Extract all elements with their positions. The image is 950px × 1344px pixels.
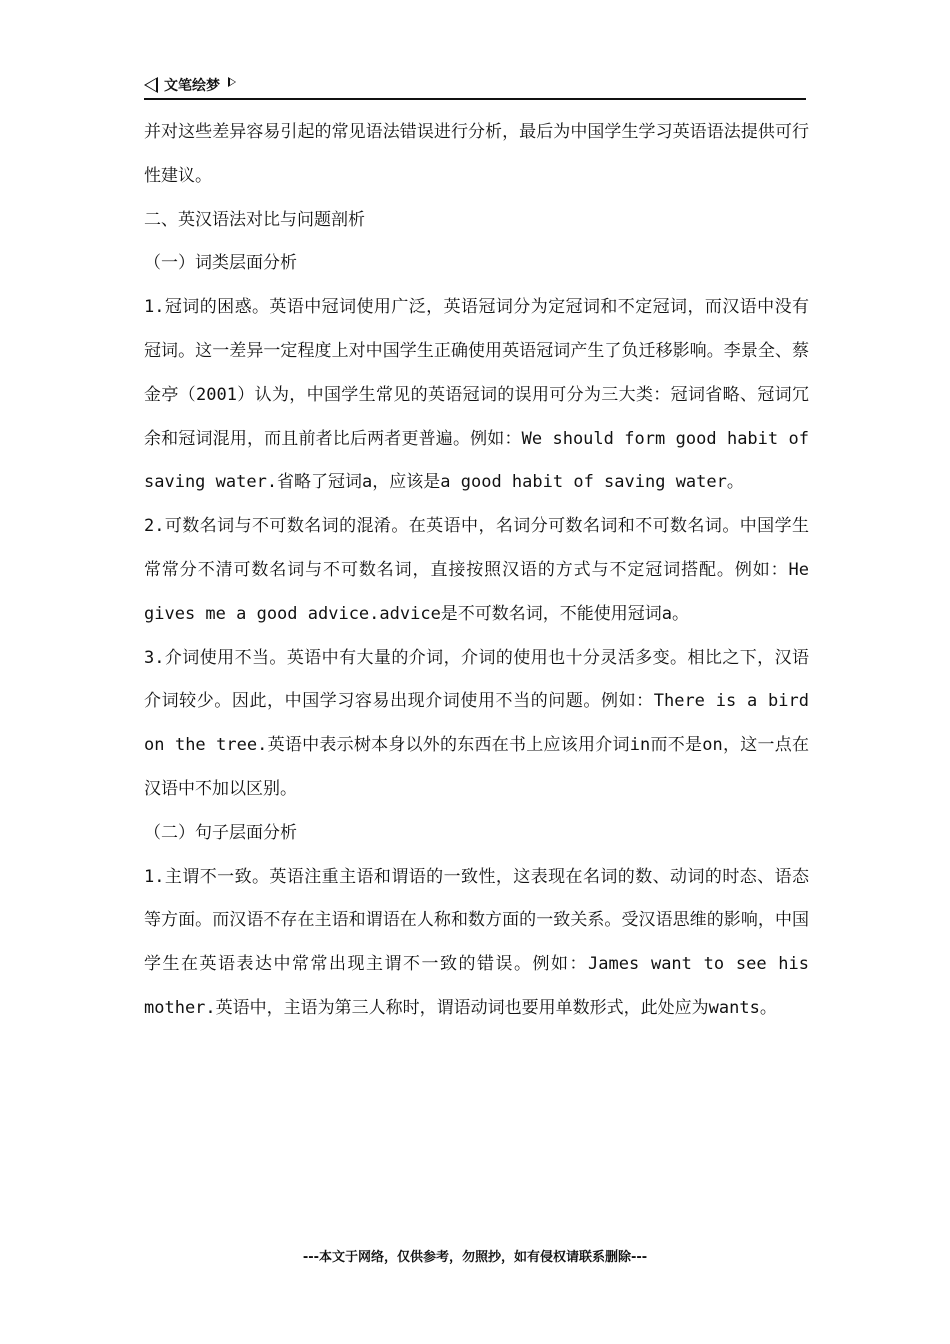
header-title: 文笔绘梦 <box>164 78 220 94</box>
paragraph-articles: 1.冠词的困惑。英语中冠词使用广泛，英语冠词分为定冠词和不定冠词，而汉语中没有冠词。这一差异一定程度上对中国学生正确使用英语冠词产生了负迁移影响。李景全、蔡金亭（2001）认为，中国学生常见的英语冠词的误用可分为三大类：冠词省略、冠词冗余和冠词混用，而且前者比后两者更普遍。例如：We should form good habit of saving water.省略了冠词a，应该是a good habit of saving water。 <box>144 297 809 493</box>
page-footer-note: ---本文于网络，仅供参考，勿照抄，如有侵权请联系删除--- <box>302 1250 648 1265</box>
paragraph-prepositions: 3.介词使用不当。英语中有大量的介词，介词的使用也十分灵活多变。相比之下，汉语介词较少。因此，中国学习容易出现介词使用不当的问题。例如：There is a bird on the tree.英语中表示树本身以外的东西在书上应该用介词in而不是on，这一点在汉语中不加以区别。 <box>144 647 809 799</box>
paragraph-subject-verb-agreement: 1.主谓不一致。英语注重主语和谓语的一致性，这表现在名词的数、动词的时态、语态等方面。而汉语不存在主语和谓语在人称和数方面的一致关系。受汉语思维的影响，中国学生在英语表达中常常出现主谓不一致的错误。例如：James want to see his mother.英语中，主语为第三人称时，谓语动词也要用单数形式，此处应为wants。 <box>144 866 809 1018</box>
page-header <box>144 72 806 100</box>
paragraph-countable-nouns: 2.可数名词与不可数名词的混淆。在英语中，名词分可数名词和不可数名词。中国学生常常分不清可数名词与不可数名词，直接按照汉语的方式与不定冠词搭配。例如：He gives me a good advice.advice是不可数名词，不能使用冠词a。 <box>144 516 809 624</box>
paragraph-intro-continuation: 并对这些差异容易引起的常见语法错误进行分析，最后为中国学生学习英语语法提供可行性建议。 <box>144 122 809 186</box>
triangle-left-icon <box>144 77 158 93</box>
triangle-right-icon <box>228 77 236 87</box>
section-heading: 二、英汉语法对比与问题剖析 <box>144 209 365 230</box>
document-body <box>144 111 809 1031</box>
subsection-heading-sentence: （二）句子层面分析 <box>144 822 297 843</box>
subsection-heading-word-class: （一）词类层面分析 <box>144 253 297 274</box>
header-brand <box>144 75 236 95</box>
